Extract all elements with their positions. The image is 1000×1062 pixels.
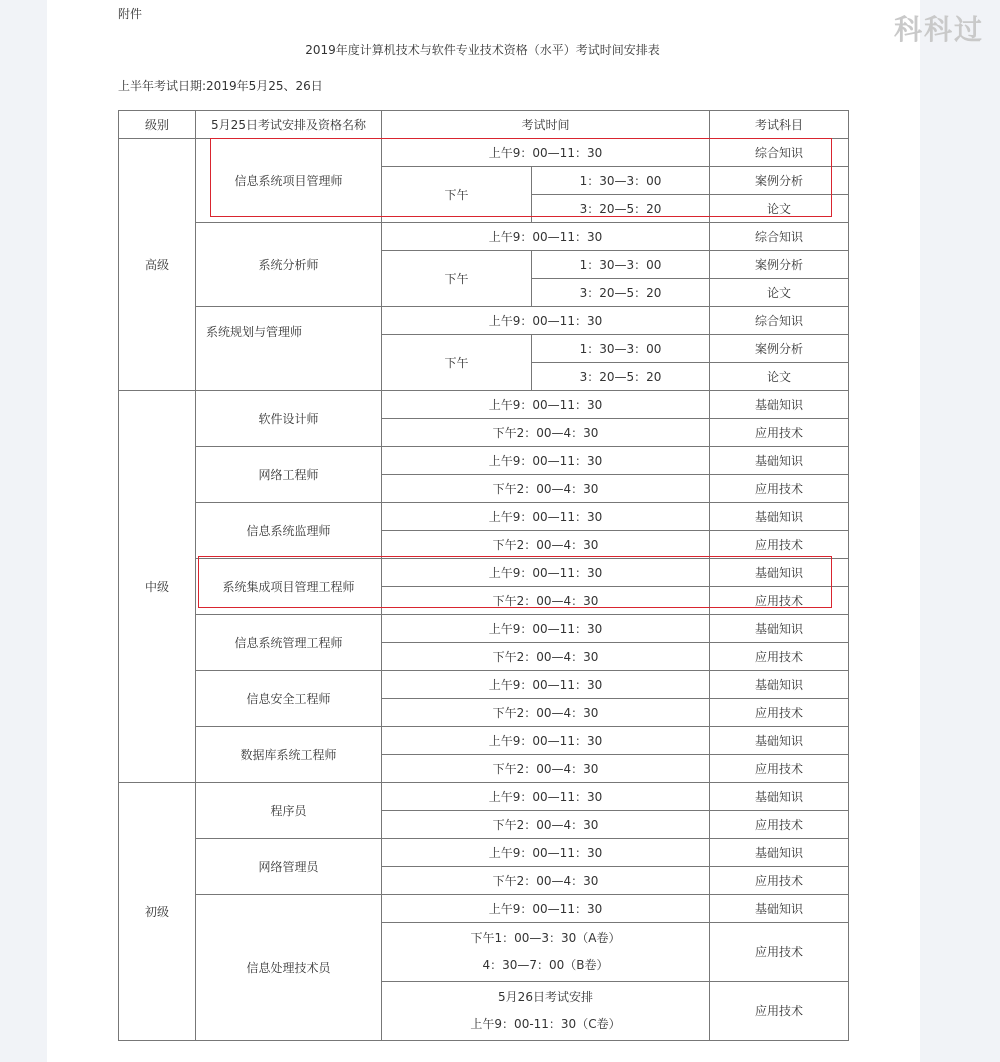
exam-time: 上午9：00—11：30: [382, 727, 710, 755]
exam-time: 3：20—5：20: [532, 195, 710, 223]
exam-subject: 论文: [710, 195, 849, 223]
header-subject: 考试科目: [710, 111, 849, 139]
exam-time: 上午9：00—11：30: [382, 447, 710, 475]
attachment-label: 附件: [118, 7, 143, 21]
qual-name: 系统规划与管理师: [196, 307, 382, 391]
exam-subject: 基础知识: [710, 503, 849, 531]
afternoon-label: 下午: [382, 167, 532, 223]
table-row: [119, 615, 849, 643]
exam-time: 下午2：00—4：30: [382, 811, 710, 839]
qual-name: 程序员: [196, 783, 382, 839]
exam-time-b: 4：30—7：00（B卷）: [482, 958, 609, 972]
table-row: [119, 391, 849, 419]
qual-name: 系统分析师: [196, 223, 382, 307]
afternoon-label: 下午: [382, 335, 532, 391]
table-row: [119, 307, 849, 335]
qual-name: 信息处理技术员: [196, 895, 382, 1041]
exam-time: 上午9：00—11：30: [382, 391, 710, 419]
exam-subject: 应用技术: [710, 867, 849, 895]
exam-time-c-value: 上午9：00-11：30（C卷）: [470, 1017, 621, 1031]
exam-subject: 应用技术: [710, 699, 849, 727]
exam-time: 上午9：00—11：30: [382, 503, 710, 531]
level-junior: 初级: [119, 783, 196, 1041]
exam-subject: 案例分析: [710, 251, 849, 279]
table-row: [119, 783, 849, 811]
exam-time: 上午9：00—11：30: [382, 307, 710, 335]
exam-subject: 应用技术: [710, 755, 849, 783]
afternoon-label: 下午: [382, 251, 532, 307]
qual-name: 网络管理员: [196, 839, 382, 895]
exam-time: 3：20—5：20: [532, 363, 710, 391]
exam-time: 1：30—3：00: [532, 251, 710, 279]
exam-subject: 综合知识: [710, 223, 849, 251]
table-row: [119, 839, 849, 867]
exam-time-a: 下午1：00—3：30（A卷）: [470, 931, 621, 945]
qual-name: 信息系统监理师: [196, 503, 382, 559]
watermark-logo: 科科过: [894, 13, 985, 46]
level-senior: 高级: [119, 139, 196, 391]
exam-time-ab: [382, 923, 710, 982]
exam-time: 下午2：00—4：30: [382, 755, 710, 783]
exam-time: 下午2：00—4：30: [382, 475, 710, 503]
exam-subject: 基础知识: [710, 447, 849, 475]
exam-time: 上午9：00—11：30: [382, 671, 710, 699]
exam-time: 下午2：00—4：30: [382, 587, 710, 615]
exam-subject: 论文: [710, 363, 849, 391]
exam-time: 下午2：00—4：30: [382, 699, 710, 727]
exam-subject: 基础知识: [710, 783, 849, 811]
exam-time: 下午2：00—4：30: [382, 643, 710, 671]
table-header-row: [119, 111, 849, 139]
exam-subject: 应用技术: [710, 419, 849, 447]
exam-time: 上午9：00—11：30: [382, 839, 710, 867]
exam-subject: 应用技术: [710, 923, 849, 982]
qual-name: 网络工程师: [196, 447, 382, 503]
exam-subject: 基础知识: [710, 839, 849, 867]
table-row: [119, 895, 849, 923]
exam-subject: 综合知识: [710, 307, 849, 335]
exam-subject: 应用技术: [710, 982, 849, 1041]
table-row: [119, 559, 849, 587]
exam-time-c: [382, 982, 710, 1041]
exam-subject: 应用技术: [710, 475, 849, 503]
document-title: 2019年度计算机技术与软件专业技术资格（水平）考试时间安排表: [305, 43, 660, 57]
qual-name: 信息安全工程师: [196, 671, 382, 727]
exam-subject: 基础知识: [710, 671, 849, 699]
table-row: [119, 139, 849, 167]
exam-date: 上半年考试日期:2019年5月25、26日: [118, 79, 323, 93]
exam-time: 1：30—3：00: [532, 335, 710, 363]
exam-subject: 案例分析: [710, 167, 849, 195]
exam-subject: 应用技术: [710, 531, 849, 559]
exam-time: 下午2：00—4：30: [382, 419, 710, 447]
qual-name: 信息系统管理工程师: [196, 615, 382, 671]
qual-name: 软件设计师: [196, 391, 382, 447]
header-level: 级别: [119, 111, 196, 139]
qual-name: 信息系统项目管理师: [196, 139, 382, 223]
exam-time: 1：30—3：00: [532, 167, 710, 195]
exam-schedule-table: [118, 110, 849, 1041]
exam-subject: 基础知识: [710, 895, 849, 923]
exam-time: 上午9：00—11：30: [382, 139, 710, 167]
exam-time: 上午9：00—11：30: [382, 895, 710, 923]
table-row: [119, 447, 849, 475]
table-row: [119, 503, 849, 531]
table-row: [119, 727, 849, 755]
exam-time: 下午2：00—4：30: [382, 531, 710, 559]
header-qualification: 5月25日考试安排及资格名称: [196, 111, 382, 139]
exam-time: 上午9：00—11：30: [382, 559, 710, 587]
table-row: [119, 223, 849, 251]
exam-time: 上午9：00—11：30: [382, 223, 710, 251]
exam-time: 上午9：00—11：30: [382, 783, 710, 811]
exam-time: 下午2：00—4：30: [382, 867, 710, 895]
exam-subject: 综合知识: [710, 139, 849, 167]
exam-subject: 应用技术: [710, 811, 849, 839]
exam-subject: 应用技术: [710, 587, 849, 615]
exam-subject: 基础知识: [710, 559, 849, 587]
exam-subject: 案例分析: [710, 335, 849, 363]
exam-subject: 应用技术: [710, 643, 849, 671]
exam-subject: 基础知识: [710, 391, 849, 419]
exam-time: 上午9：00—11：30: [382, 615, 710, 643]
qual-name: 数据库系统工程师: [196, 727, 382, 783]
level-middle: 中级: [119, 391, 196, 783]
day26-label: 5月26日考试安排: [498, 990, 593, 1004]
exam-time: 3：20—5：20: [532, 279, 710, 307]
qual-name: 系统集成项目管理工程师: [196, 559, 382, 615]
exam-subject: 基础知识: [710, 727, 849, 755]
header-time: 考试时间: [382, 111, 710, 139]
table-row: [119, 671, 849, 699]
exam-subject: 基础知识: [710, 615, 849, 643]
exam-subject: 论文: [710, 279, 849, 307]
